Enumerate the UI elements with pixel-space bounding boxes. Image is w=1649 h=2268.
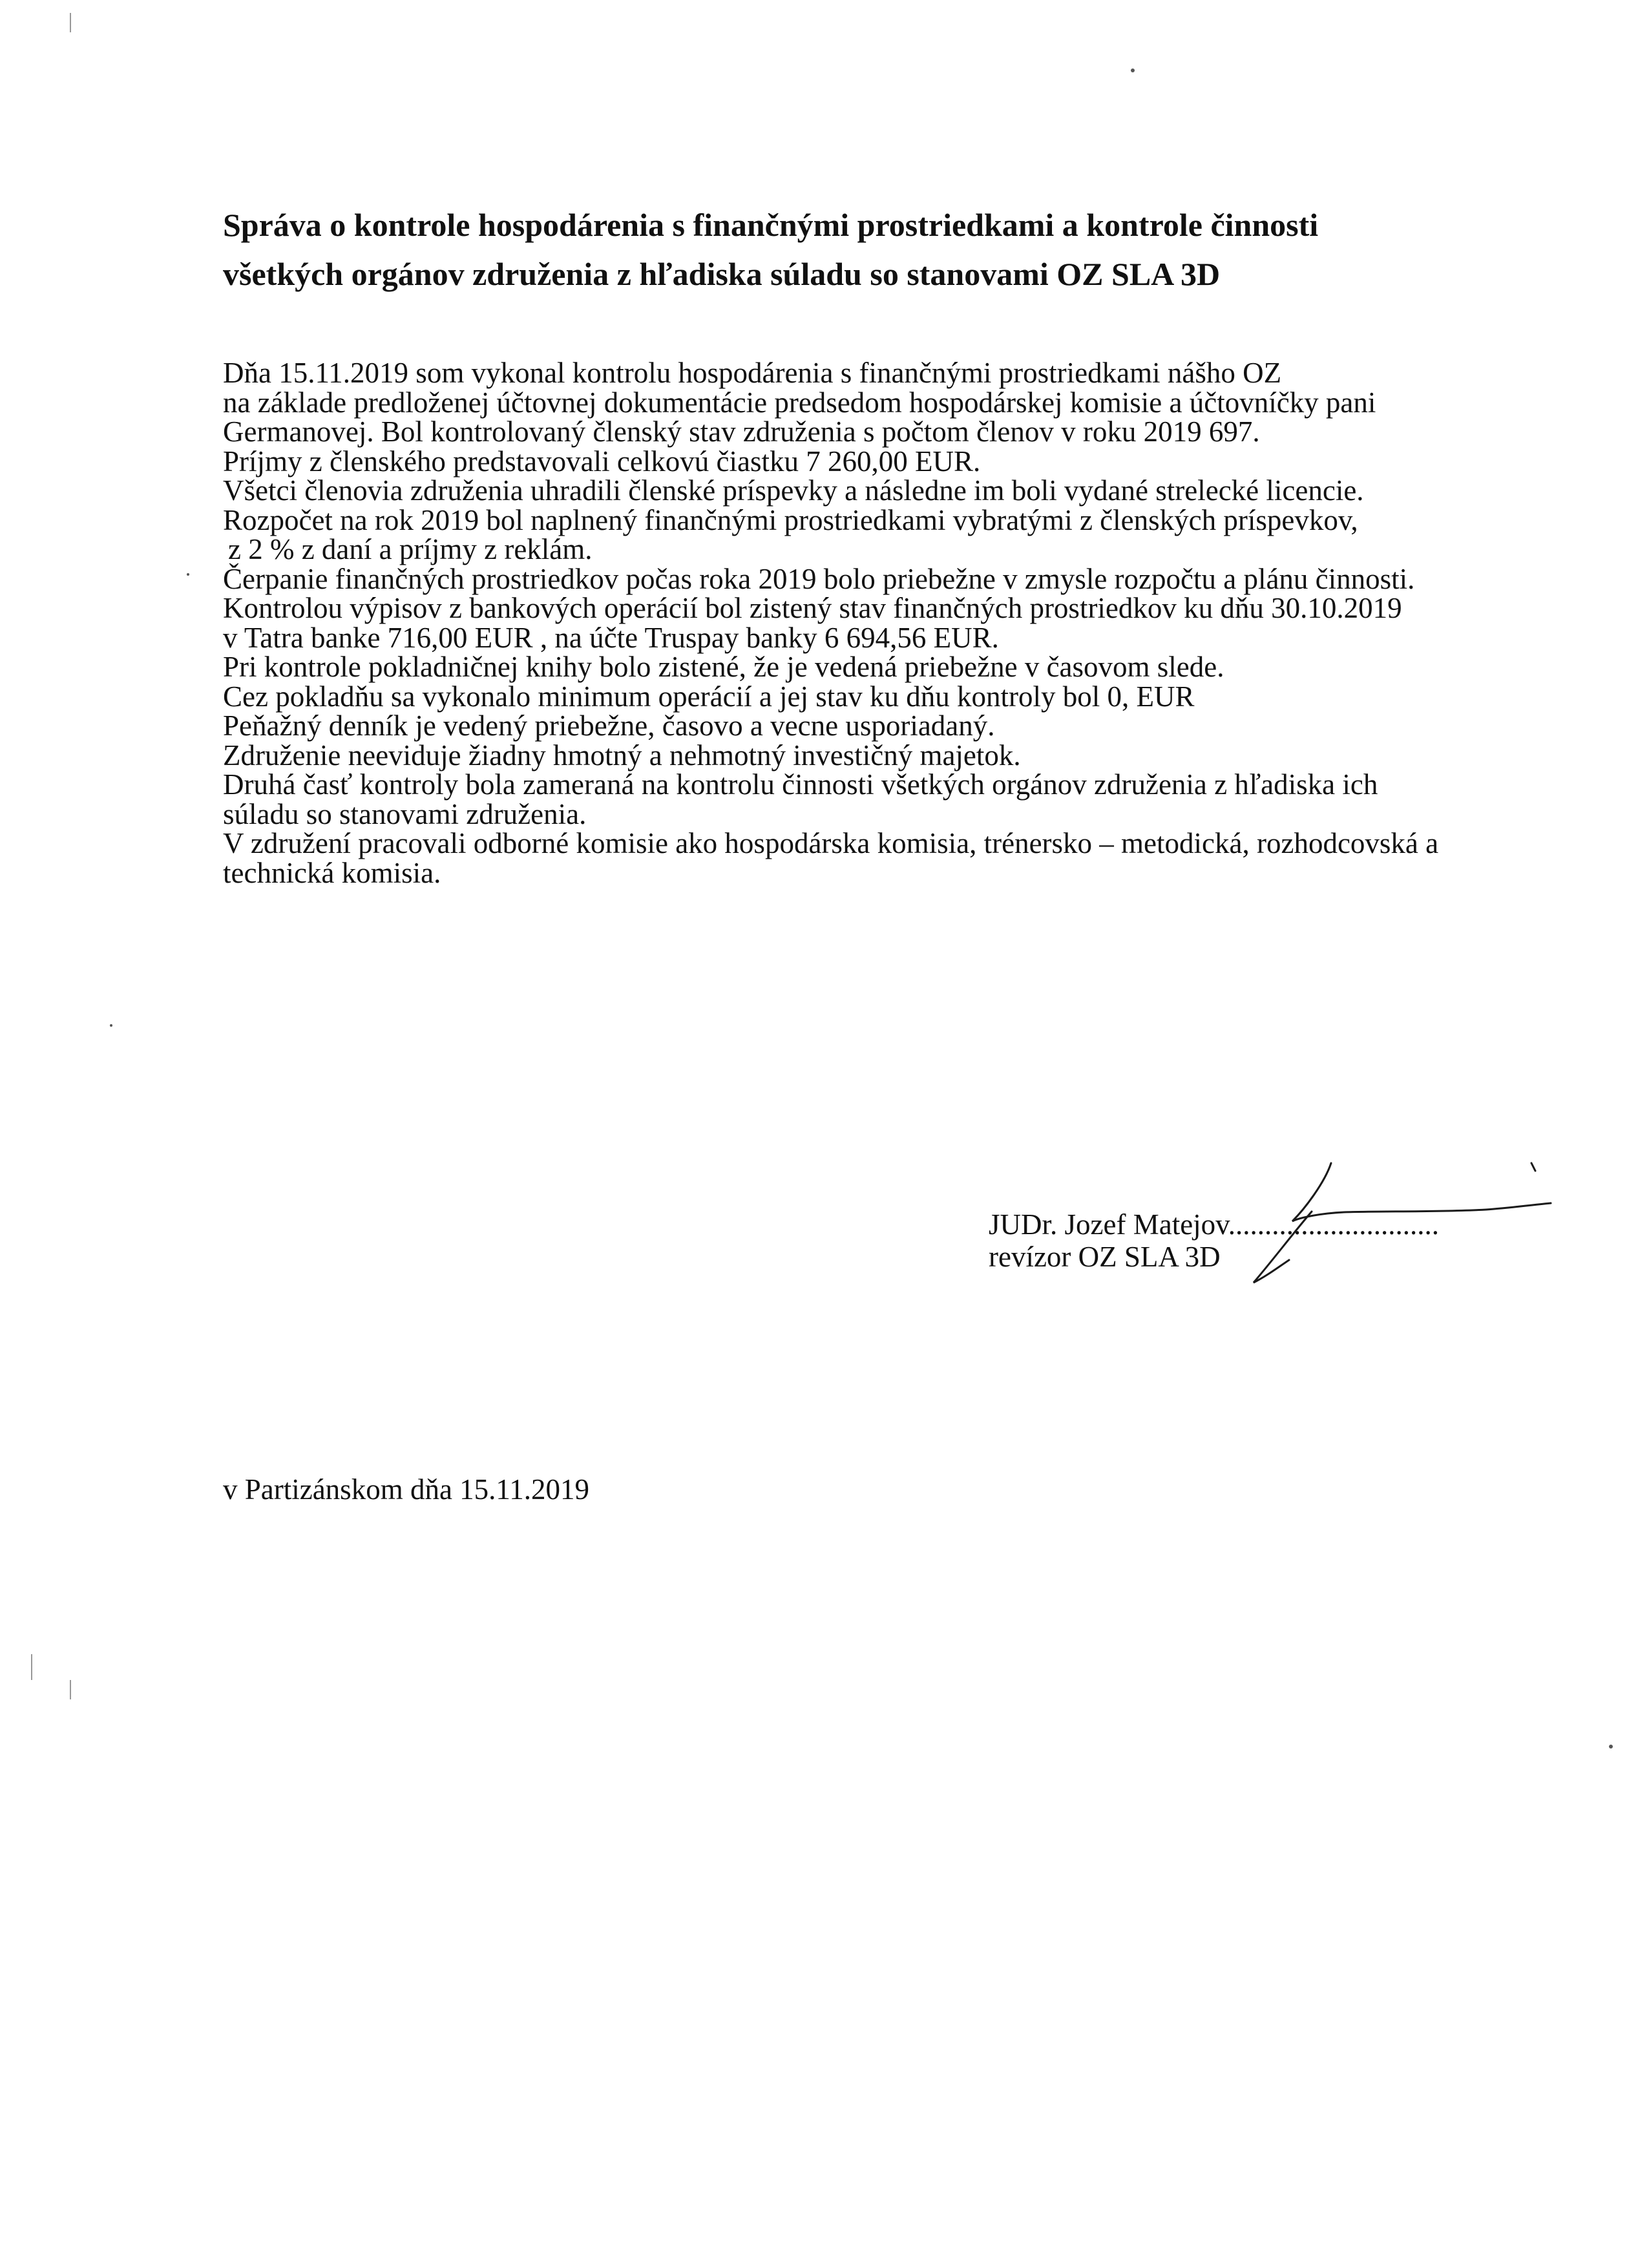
scan-mark: [70, 1680, 71, 1699]
body-line: v Tatra banke 716,00 EUR , na účte Truspay banky 6 694,56 EUR.: [223, 621, 999, 654]
signatory-name: JUDr. Jozef Matejov.............................: [989, 1208, 1439, 1241]
body-line: Pri kontrole pokladničnej knihy bolo zistené, že je vedená priebežne v časovom slede.: [223, 651, 1224, 683]
scan-speck: [1131, 68, 1135, 72]
document-title: [223, 200, 1515, 299]
scan-mark: [31, 1654, 32, 1680]
scan-speck: [1609, 1745, 1613, 1748]
body-line: Všetci členovia združenia uhradili členské príspevky a následne im boli vydané strelecké licencie.: [223, 474, 1364, 507]
body-line: Kontrolou výpisov z bankových operácií bol zistený stav finančných prostriedkov ku dňu 30.10.2019: [223, 592, 1402, 624]
body-line: Rozpočet na rok 2019 bol naplnený finančnými prostriedkami vybratými z členských príspevkov,: [223, 503, 1358, 536]
body-line: Peňažný denník je vedený priebežne, časovo a vecne usporiadaný.: [223, 709, 995, 742]
signatory-role: revízor OZ SLA 3D: [989, 1241, 1221, 1273]
body-line: Germanovej. Bol kontrolovaný členský stav združenia s počtom členov v roku 2019 697.: [223, 415, 1260, 448]
body-line: Dňa 15.11.2019 som vykonal kontrolu hospodárenia s finančnými prostriedkami nášho OZ: [223, 357, 1282, 389]
body-line: súladu so stanovami združenia.: [223, 797, 587, 830]
handwritten-signature: [1228, 1157, 1590, 1299]
place-and-date: v Partizánskom dňa 15.11.2019: [223, 1473, 590, 1506]
body-line: z 2 % z daní a príjmy z reklám.: [228, 533, 593, 565]
body-line: V združení pracovali odborné komisie ako hospodárska komisia, trénersko – metodická, rozhodcovská a: [223, 827, 1439, 859]
body-line: Príjmy z členského predstavovali celkovú čiastku 7 260,00 EUR.: [223, 445, 981, 478]
body-line: Združenie neeviduje žiadny hmotný a nehmotný investičný majetok.: [223, 739, 1021, 772]
title-line-2: všetkých orgánov združenia z hľadiska súladu so stanovami OZ SLA 3D: [223, 256, 1221, 292]
body-line: Čerpanie finančných prostriedkov počas roka 2019 bolo priebežne v zmysle rozpočtu a plánu činnosti.: [223, 562, 1415, 595]
body-line: technická komisia.: [223, 856, 441, 889]
scan-speck: [187, 573, 189, 576]
body-line: Druhá časť kontroly bola zameraná na kontrolu činnosti všetkých orgánov združenia z hľadiska ich: [223, 768, 1378, 801]
body-line: Cez pokladňu sa vykonalo minimum operácií a jej stav ku dňu kontroly bol 0, EUR: [223, 680, 1195, 713]
scan-mark: [70, 13, 71, 32]
body-line: na základe predloženej účtovnej dokumentácie predsedom hospodárskej komisie a účtovníčky pani: [223, 386, 1376, 419]
title-line-1: Správa o kontrole hospodárenia s finančnými prostriedkami a kontrole činnosti: [223, 207, 1319, 243]
report-body: [223, 359, 1612, 888]
scan-speck: [110, 1024, 112, 1027]
